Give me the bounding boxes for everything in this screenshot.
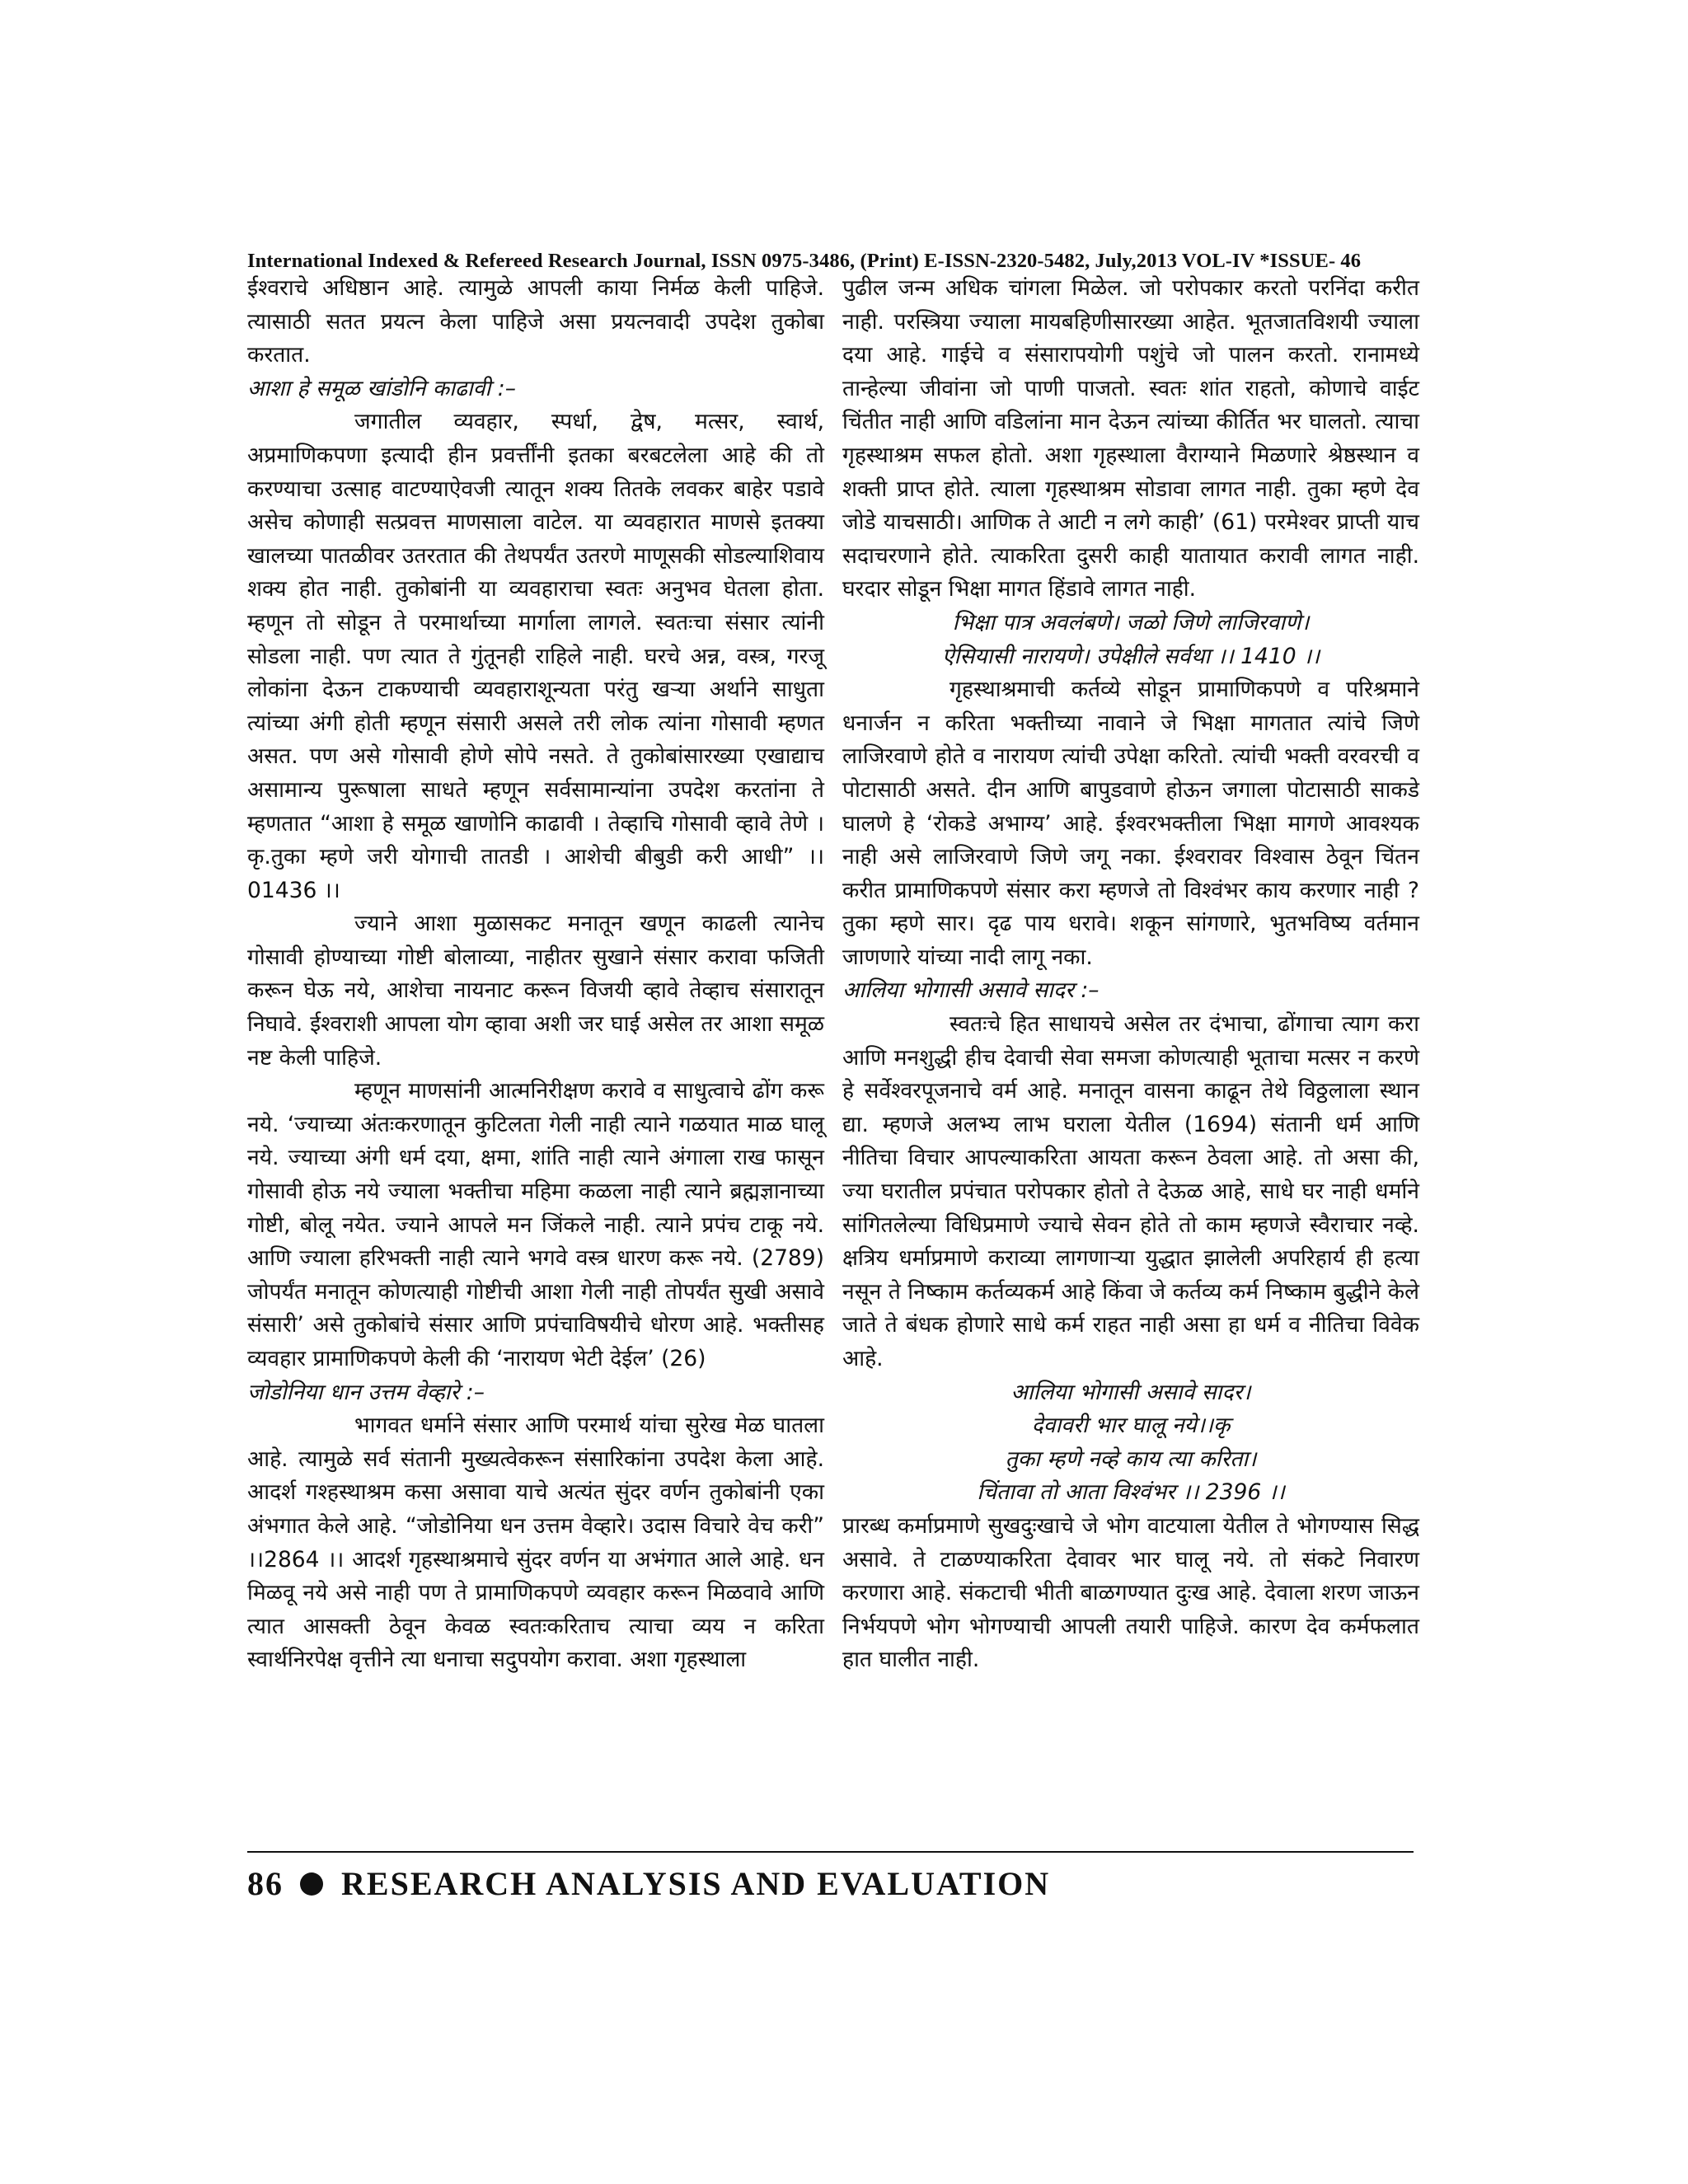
paragraph: गृहस्थाश्रमाची कर्तव्ये सोडून प्रामाणिकपणे व परिश्रमाने धनार्जन न करिता भक्तीच्या नावाने जे भिक्षा मागतात त्यांचे जिणे लाजिरवाणे होते व नारायण त्यांची उपेक्षा करितो. त्यांची भक्ती वरवरची व पोटासाठी असते. दीन आणि बापुडवाणे होऊन जगाला पोटासाठी साकडे घालणे हे ‘रोकडे अभाग्य’ आहे. ईश्वरभक्तीला भिक्षा मागणे आवश्यक नाही असे लाजिरवाणे जिणे जगू नका. ईश्वरावर विश्वास ठेवून चिंतन करीत प्रामाणिकपणे संसार करा म्हणजे तो विश्वंभर काय करणार नाही ? तुका म्हणे सार। दृढ पाय धरावे। शकून सांगणारे, भुतभविष्य वर्तमान जाणणारे यांच्या नादी लागू नका. (842, 677, 1419, 970)
right-column (842, 272, 1419, 1677)
journal-header: International Indexed & Refereed Research Journal, ISSN 0975-3486, (Print) E-ISSN-2320-5482, July,2013 VOL-IV *ISSUE- 46 (247, 250, 1362, 272)
section-heading: आशा हे समूळ खांडोनि काढावी :– (247, 375, 516, 401)
verse-line: चिंतावा तो आता विश्वंभर ।। 2396 ।। (977, 1479, 1285, 1506)
page-number: 86 (247, 1865, 284, 1902)
section-heading: जोडोनिया धान उत्तम वेव्हारे :– (247, 1379, 485, 1405)
paragraph: पुढील जन्म अधिक चांगला मिळेल. जो परोपकार करतो परनिंदा करीत नाही. परस्त्रिया ज्याला मायबहिणीसारख्या आहेत. भूतजातविशयी ज्याला दया आहे. गाईचे व संसारापयोगी पशुंचे जो पालन करतो. रानामध्ये तान्हेल्या जीवांना जो पाणी पाजतो. स्वतः शांत राहतो, कोणाचे वाईट चिंतीत नाही आणि वडिलांना मान देऊन त्यांच्या कीर्तित भर घालतो. त्याचा गृहस्थाश्रम सफल होतो. अशा गृहस्थाला वैराग्याने मिळणारे श्रेष्ठस्थान व शक्ती प्राप्त होते. त्याला गृहस्थाश्रम सोडावा लागत नाही. तुका म्हणे देव जोडे याचसाठी। आणिक ते आटी न लगे काही’ (61) परमेश्वर प्राप्ती याच सदाचरणाने होते. त्याकरिता दुसरी काही यातायात करावी लागत नाही. घरदार सोडून भिक्षा मागत हिंडावे लागत नाही. (842, 275, 1419, 602)
bullet-icon (300, 1872, 323, 1896)
footer-divider (247, 1851, 1414, 1853)
paragraph: जगातील व्यवहार, स्पर्धा, द्वेष, मत्सर, स्वार्थ, अप्रमाणिकपणा इत्यादी हीन प्रवर्त्तींनी इतका बरबटलेला आहे की तो करण्याचा उत्साह वाटण्याऐवजी त्यातून शक्य तितके लवकर बाहेर पडावे असेच कोणाही सत्प्रवत्त माणसाला वाटेल. या व्यवहारात माणसे इतक्या खालच्या पातळीवर उतरतात की तेथपर्यंत उतरणे माणूसकी सोडल्याशिवाय शक्य होत नाही. तुकोबांनी या व्यवहाराचा स्वतः अनुभव घेतला होता. म्हणून तो सोडून ते परमार्थाच्या मार्गाला लागले. स्वतःचा संसार त्यांनी सोडला नाही. पण त्यात ते गुंतूनही राहिले नाही. घरचे अन्न, वस्त्र, गरजू लोकांना देऊन टाकण्याची व्यवहाराशून्यता परंतु खऱ्या अर्थाने साधुता त्यांच्या अंगी होती म्हणून संसारी असले तरी लोक त्यांना गोसावी म्हणत असत. पण असे गोसावी होणे सोपे नसते. ते तुकोबांसारख्या एखाद्याच असामान्य पुरूषाला साधते म्हणून सर्वसामान्यांना उपदेश करतांना ते म्हणतात “आशा हे समूळ खाणोनि काढावी । तेव्हाचि गोसावी व्हावे तेणे । कृ.तुका म्हणे जरी योगाची तातडी । आशेची बीबुडी करी आधी” ।। 01436 ।। (247, 409, 824, 903)
verse-line: तुका म्हणे नव्हे काय त्या करिता। (1005, 1446, 1257, 1472)
left-column (247, 272, 824, 1677)
verse-line: भिक्षा पात्र अवलंबणे। जळो जिणे लाजिरवाणे। (952, 609, 1310, 635)
verse-line: ऐसियासी नारायणे। उपेक्षीले सर्वथा ।। 1410 ।। (941, 643, 1320, 669)
verse-line: आलिया भोगासी असावे सादर। (1010, 1379, 1251, 1405)
paragraph: भागवत धर्माने संसार आणि परमार्थ यांचा सुरेख मेळ घातला आहे. त्यामुळे सर्व संतानी मुख्यत्वेकरून संसारिकांना उपदेश केला आहे. आदर्श गश्हस्थाश्रम कसा असावा याचे अत्यंत सुंदर वर्णन तुकोबांनी एका अंभगात केले आहे. “जोडोनिया धन उत्तम वेव्हारे। उदास विचारे वेच करी” ।।2864 ।। आदर्श गृहस्थाश्रमाचे सुंदर वर्णन या अभंगात आले आहे. धन मिळवू नये असे नाही पण ते प्रामाणिकपणे व्यवहार करून मिळवावे आणि त्यात आसक्ती ठेवून केवळ स्वतःकरिताच त्याचा व्यय न करिता स्वार्थनिरपेक्ष वृत्तीने त्या धनाचा सदुपयोग करावा. अशा गृहस्थाला (247, 1413, 824, 1673)
journal-name: RESEARCH ANALYSIS AND EVALUATION (341, 1865, 1051, 1902)
section-heading: आलिया भोगासी असावे सादर :– (842, 977, 1100, 1004)
paragraph: प्रारब्ध कर्माप्रमाणे सुखदुःखाचे जे भोग वाटयाला येतील ते भोगण्यास सिद्ध असावे. ते टाळण्याकरिता देवावर भार घालू नये. तो संकटे निवारण करणारा आहे. संकटाची भीती बाळगण्यात दुःख आहे. देवाला शरण जाऊन निर्भयपणे भोग भोगण्याची आपली तयारी पाहिजे. कारण देव कर्मफलात हात घालीत नाही. (842, 1512, 1419, 1673)
paragraph: ईश्वराचे अधिष्ठान आहे. त्यामुळे आपली काया निर्मळ केली पाहिजे. त्यासाठी सतत प्रयत्न केला पाहिजे असा प्रयत्नवादी उपदेश तुकोबा करतात. (247, 275, 824, 368)
paragraph: ज्याने आशा मुळासकट मनातून खणून काढली त्यानेच गोसावी होण्याच्या गोष्टी बोलाव्या, नाहीतर सुखाने संसार करावा फजिती करून घेऊ नये, आशेचा नायनाट करून विजयी व्हावे तेव्हाच संसारातून निघावे. ईश्वराशी आपला योग व्हावा अशी जर घाई असेल तर आशा समूळ नष्ट केली पाहिजे. (247, 911, 824, 1071)
paragraph: म्हणून माणसांनी आत्मनिरीक्षण करावे व साधुत्वाचे ढोंग करू नये. ‘ज्याच्या अंतःकरणातून कुटिलता गेली नाही त्याने गळयात माळ घालू नये. ज्याच्या अंगी धर्म दया, क्षमा, शांति नाही त्याने अंगाला राख फासून गोसावी होऊ नये ज्याला भक्तीचा महिमा कळला नाही त्याने ब्रह्मज्ञानाच्या गोष्टी, बोलू नयेत. ज्याने आपले मन जिंकले नाही. त्याने प्रपंच टाकू नये. आणि ज्याला हरिभक्ती नाही त्याने भगवे वस्त्र धारण करू नये. (2789) जोपर्यंत मनातून कोणत्याही गोष्टीची आशा गेली नाही तोपर्यंत सुखी असावे संसारी’ असे तुकोबांचे संसार आणि प्रपंचाविषयीचे धोरण आहे. भक्तीसह व्यवहार प्रामाणिकपणे केली की ‘नारायण भेटी देईल’ (26) (247, 1078, 824, 1371)
page-footer (247, 1864, 1050, 1903)
verse-line: देवावरी भार घालू नये।।कृ (1031, 1413, 1231, 1439)
paragraph: स्वतःचे हित साधायचे असेल तर दंभाचा, ढोंगाचा त्याग करा आणि मनशुद्धी हीच देवाची सेवा समजा कोणत्याही भूताचा मत्सर न करणे हे सर्वेश्वरपूजनाचे वर्म आहे. मनातून वासना काढून तेथे विठ्ठलाला स्थान द्या. म्हणजे अलभ्य लाभ घराला येतील (1694) संतानी धर्म आणि नीतिचा विचार आपल्याकरिता आयता करून ठेवला आहे. तो असा की, ज्या घरातील प्रपंचात परोपकार होतो ते देऊळ आहे, साधे घर नाही धर्माने सांगितलेल्या विधिप्रमाणे ज्याचे सेवन होते तो काम म्हणजे स्वैराचार नव्हे. क्षत्रिय धर्माप्रमाणे कराव्या लागणाऱ्या युद्धात झालेली अपरिहार्य ही हत्या नसून ते निष्काम कर्तव्यकर्म आहे किंवा जे कर्तव्य कर्म निष्काम बुद्धीने केले जाते ते बंधक होणारे साधे कर्म राहत नाही असा हा धर्म व नीतिचा विवेक आहे. (842, 1011, 1420, 1371)
